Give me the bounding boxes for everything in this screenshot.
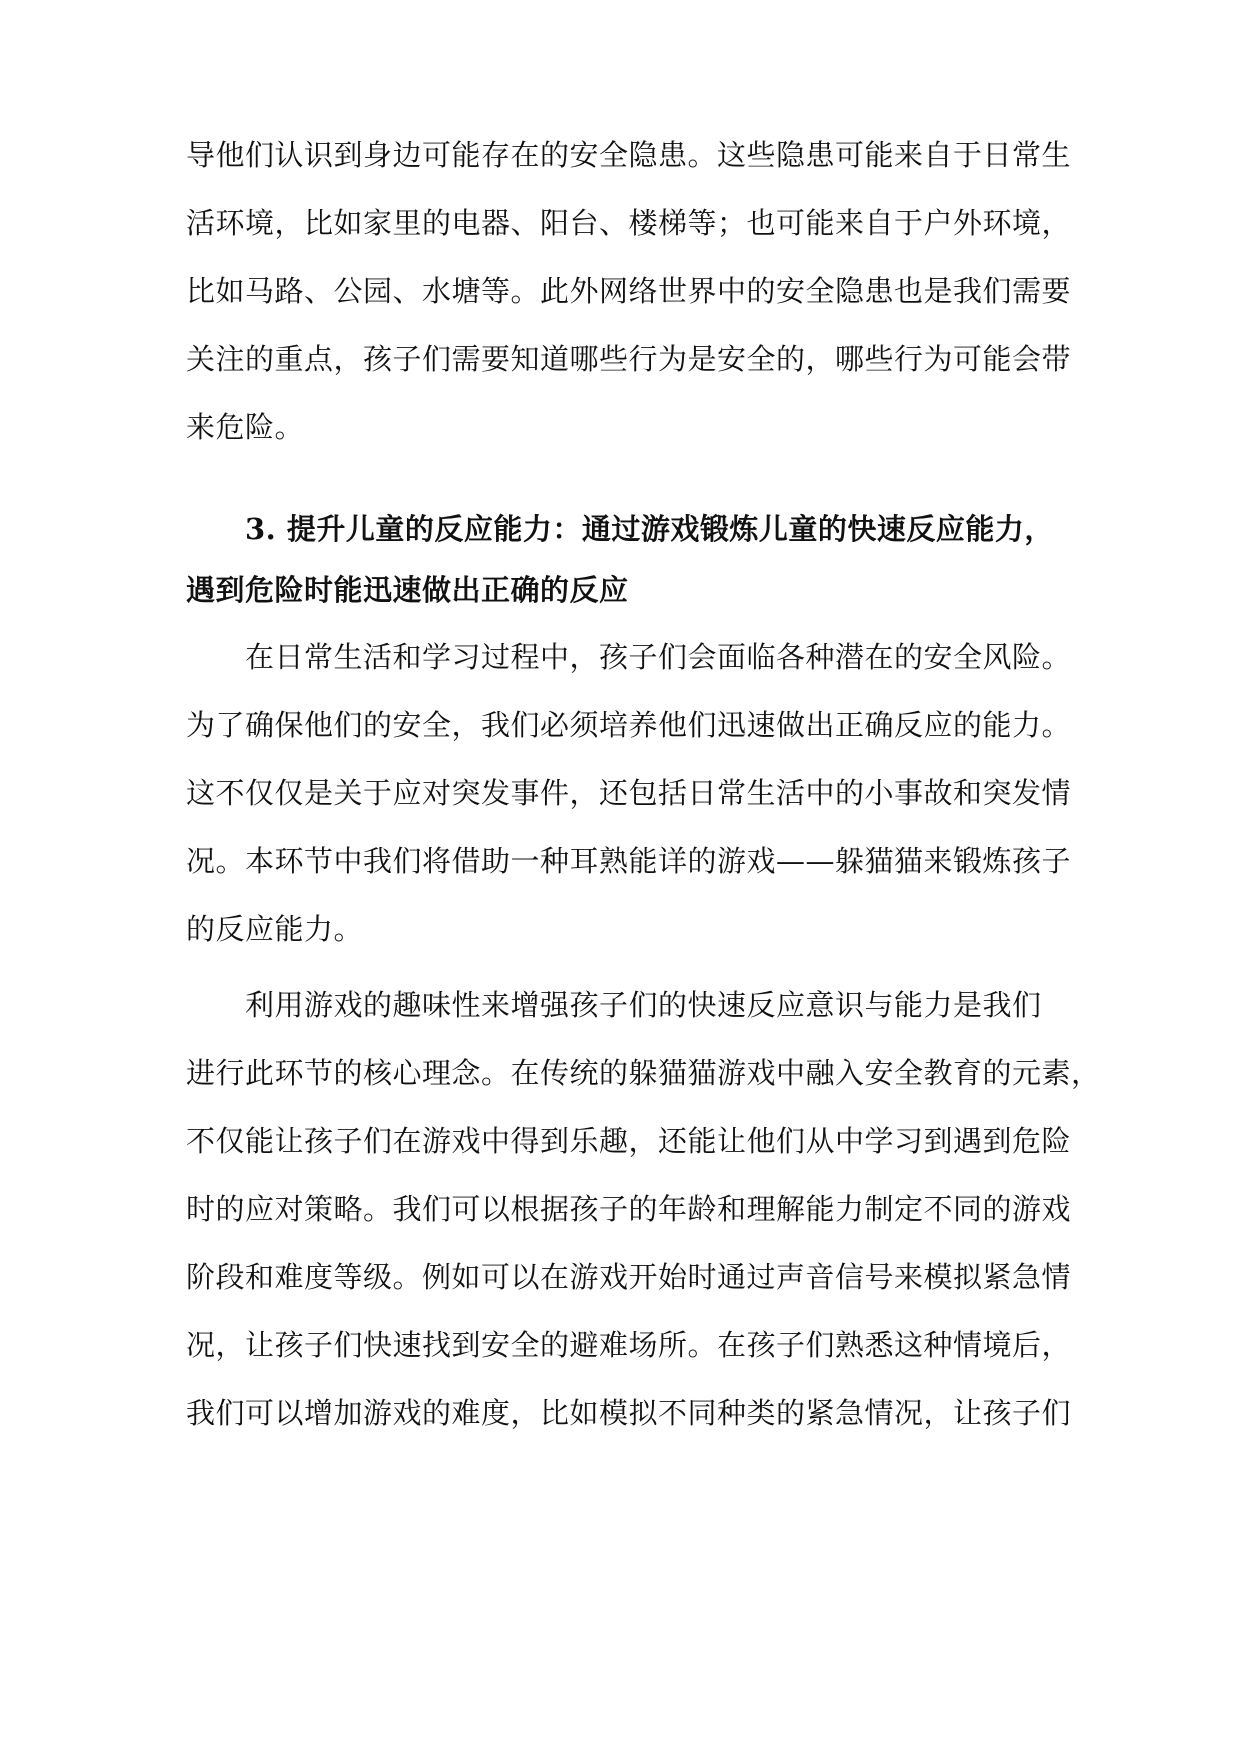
text-line: 这不仅仅是关于应对突发事件，还包括日常生活中的小事故和突发情 [186,776,1072,810]
text-line: 进行此环节的核心理念。在传统的躲猫猫游戏中融入安全教育的元素， [186,1056,1101,1090]
text-line: 比如马路、公园、水塘等。此外网络世界中的安全隐患也是我们需要 [186,274,1072,308]
heading-line: 遇到危险时能迅速做出正确的反应 [186,573,629,607]
text-line: 为了确保他们的安全，我们必须培养他们迅速做出正确反应的能力。 [186,708,1072,742]
text-line: 利用游戏的趣味性来增强孩子们的快速反应意识与能力是我们 [245,988,1042,1022]
text-line: 时的应对策略。我们可以根据孩子的年龄和理解能力制定不同的游戏 [186,1192,1072,1226]
heading-line: 3. 提升儿童的反应能力：通过游戏锻炼儿童的快速反应能力， [245,512,1054,546]
text-line: 我们可以增加游戏的难度，比如模拟不同种类的紧急情况，让孩子们 [186,1396,1072,1430]
text-line: 在日常生活和学习过程中，孩子们会面临各种潜在的安全风险。 [245,640,1072,674]
text-line: 不仅能让孩子们在游戏中得到乐趣，还能让他们从中学习到遇到危险 [186,1124,1072,1158]
text-line: 关注的重点，孩子们需要知道哪些行为是安全的，哪些行为可能会带 [186,342,1072,376]
text-line: 的反应能力。 [186,912,364,946]
text-line: 况，让孩子们快速找到安全的避难场所。在孩子们熟悉这种情境后， [186,1328,1072,1362]
text-line: 导他们认识到身边可能存在的安全隐患。这些隐患可能来自于日常生 [186,138,1072,172]
text-line: 阶段和难度等级。例如可以在游戏开始时通过声音信号来模拟紧急情 [186,1260,1072,1294]
text-line: 况。本环节中我们将借助一种耳熟能详的游戏——躲猫猫来锻炼孩子 [186,844,1072,878]
text-line: 活环境，比如家里的电器、阳台、楼梯等；也可能来自于户外环境， [186,206,1072,240]
text-line: 来危险。 [186,410,305,444]
